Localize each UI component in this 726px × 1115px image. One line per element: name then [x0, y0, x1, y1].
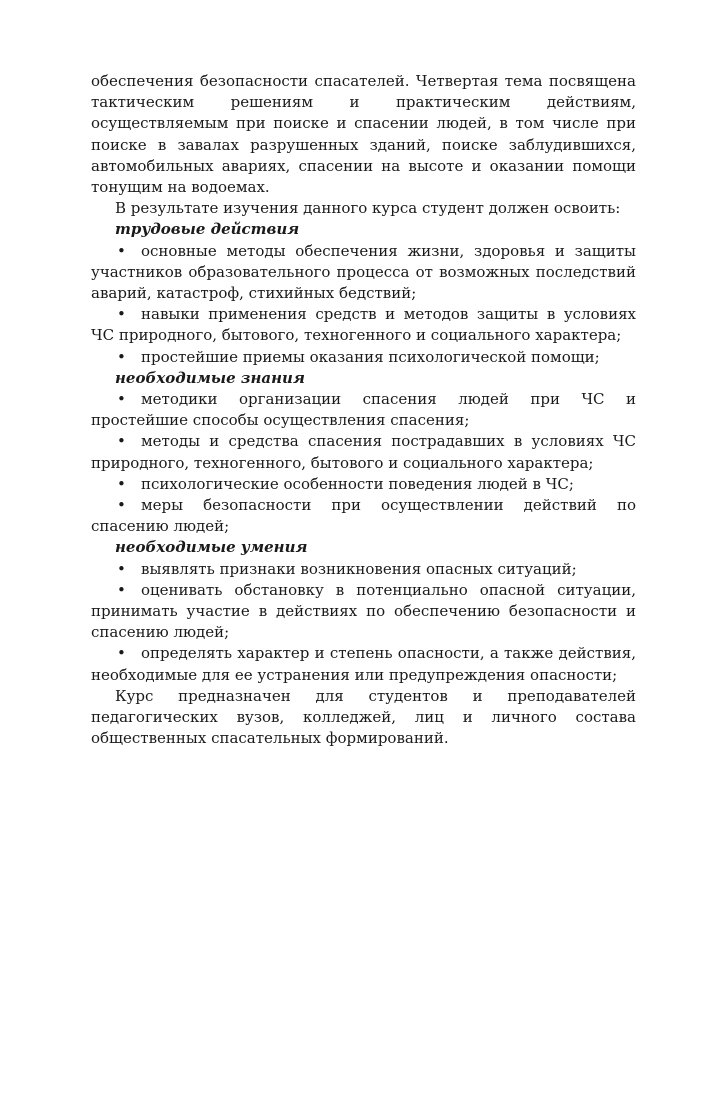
bullet-icon: • — [117, 390, 126, 409]
list-item — [91, 495, 636, 537]
bullet-icon: • — [117, 559, 126, 578]
section-heading: необходимые умения — [115, 538, 308, 557]
list-item — [91, 241, 636, 305]
list-item — [91, 389, 636, 431]
closing-paragraph: Курс предназначен для студентов и преподавателей педагогических вузов, колледжей, лиц и личного состава общественных спасательных формирований. — [91, 686, 636, 748]
section-required-knowledge — [91, 368, 636, 538]
section-required-skills — [91, 537, 636, 685]
list-item-text: меры безопасности при осуществлении действий по спасению людей; — [91, 496, 636, 536]
list-item-text: выявлять признаки возникновения опасных ситуаций; — [141, 559, 577, 578]
bullet-icon: • — [117, 241, 126, 260]
list-item-text: методики организации спасения людей при ЧС и простейшие способы осуществления спасения; — [91, 390, 636, 430]
section-labor-actions — [91, 219, 636, 367]
bullet-icon: • — [117, 432, 126, 451]
list-item-text: методы и средства спасения пострадавших в условиях ЧС природного, техногенного, бытового и социального характера; — [91, 432, 636, 472]
list-item-text: оценивать обстановку в потенциально опасной ситуации, принимать участие в действиях по обеспечению безопасности и спасению людей; — [91, 580, 636, 642]
bullet-icon: • — [117, 644, 126, 663]
intro-paragraph: обеспечения безопасности спасателей. Четвертая тема посвящена тактическим решениям и практическим действиям, осуществляемым при поиске и спасении людей, в том числе при поиске в завалах разрушенных зданий, поиске заблудившихся, автомобильных авариях, спасении на высоте и оказании помощи тонущим на водоемах. — [91, 72, 636, 197]
bullet-icon: • — [117, 305, 126, 324]
page-body — [91, 71, 636, 750]
bullet-icon: • — [117, 580, 126, 599]
list-item — [91, 474, 636, 495]
bullet-icon: • — [117, 347, 126, 366]
list-item — [91, 347, 636, 368]
list-item — [91, 559, 636, 580]
section-heading: необходимые знания — [115, 368, 305, 387]
list-item-text: определять характер и степень опасности, а также действия, необходимые для ее устранения или предупреждения опасности; — [91, 644, 636, 684]
list-item — [91, 580, 636, 644]
list-item-text: простейшие приемы оказания психологической помощи; — [141, 347, 600, 366]
section-heading: трудовые действия — [115, 220, 300, 239]
list-item-text: основные методы обеспечения жизни, здоровья и защиты участников образовательного процесса от возможных последствий аварий, катастроф, стихийных бедствий; — [91, 241, 636, 303]
lead-paragraph: В результате изучения данного курса студент должен освоить: — [115, 199, 621, 218]
list-item-text: навыки применения средств и методов защиты в условиях ЧС природного, бытового, техногенного и социального характера; — [91, 305, 636, 345]
bullet-icon: • — [117, 474, 126, 493]
list-item-text: психологические особенности поведения людей в ЧС; — [141, 474, 574, 493]
list-item — [91, 431, 636, 473]
bullet-icon: • — [117, 496, 126, 515]
list-item — [91, 304, 636, 346]
list-item — [91, 643, 636, 685]
